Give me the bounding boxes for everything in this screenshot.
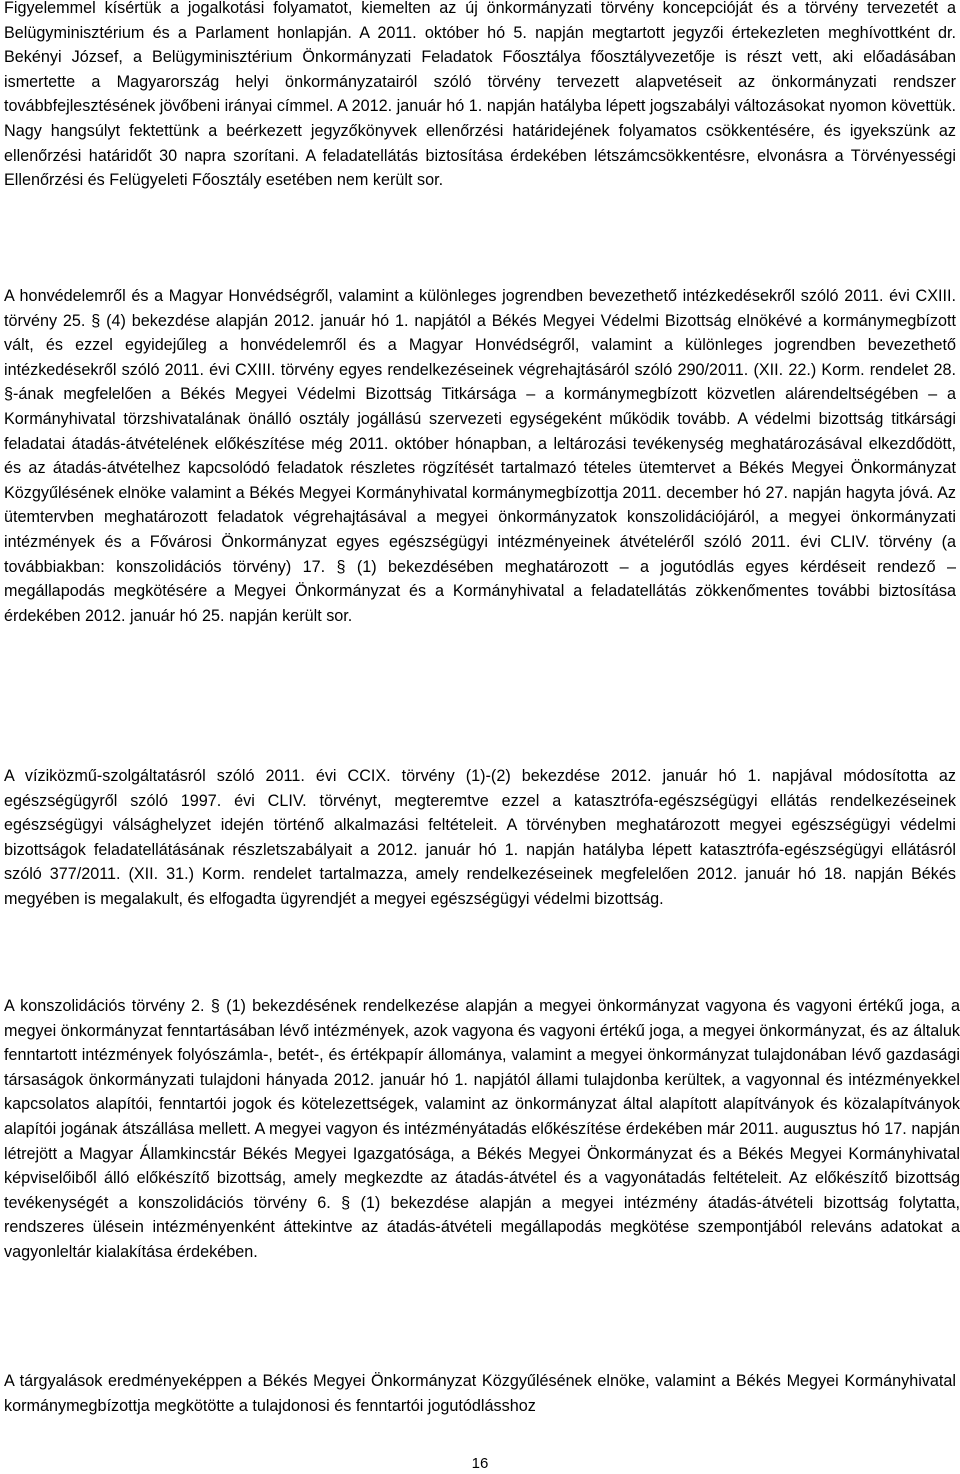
paragraph-health-committee: A víziközmű-szolgáltatásról szóló 2011. évi CCIX. törvény (1)-(2) bekezdése 2012. január hó 1. napjával módosította az egészségügyről szóló 1997. évi CLIV. törvényt, megteremtve ezzel a katasztrófa-egészségügyi ellátás rendelkezéseinek egészségügyi válsághelyzet idején történő alkalmazási feltételeit. A törvényben meghatározott megyei egészségügyi védelmi bizottságok feladatellátásának részletszabályait a 2012. január hó 1. napján hatályba lépett katasztrófa-egészségügyi ellátásról szóló 377/2011. (XII. 31.) Korm. rendelet tartalmazza, amely rendelkezéseinek megfelelően 2012. január hó 18. napján Békés megyében is megalakult, és elfogadta ügyrendjét a megyei egészségügyi védelmi bizottság. (4, 767, 956, 908)
paragraph-consolidation: A konszolidációs törvény 2. § (1) bekezdésének rendelkezése alapján a megyei önkormányzat vagyona és vagyoni értékű joga, a megyei önkormányzat fenntartásában lévő intézmények, azok vagyona és vagyoni értékű joga, a megyei önkormányzat, és az általuk fenntartott intézmények folyószámla-, betét-, és értékpapír állománya, valamint a megyei önkormányzat tulajdonában lévő gazdasági társaságok önkormányzati tulajdoni hányada 2012. január hó 1. napjától állami tulajdonba kerültek, a vagyonnal és intézményekkel kapcsolatos alapítói, fenntartói jogok és kötelezettségek, valamint az önkormányzat által alapított alapítványok és közalapítványok alapítói jogának átszállása mellett. A megyei vagyon és intézményátadás előkészítése érdekében már 2011. augusztus hó 17. napján létrejött a Magyar Államkincstár Békés Megyei Igazgatósága, a Békés Megyei Önkormányzat és a Békés Megyei Kormányhivatal képviselőiből álló előkészítő bizottság, amely megkezdte az átadás-átvétel és a vagyonátadás feltételeit. Az előkészítő bizottság tevékenységét a konszolidációs törvény 6. § (1) bekezdése alapján a megyei intézmény átadás-átvételi bizottság folytatta, rendszeres ülésein intézményenként áttekintve az átadás-átvételi megállapodás megkötése szempontjából releváns adatokat a vagyonleltár kialakítása érdekében. (4, 997, 960, 1261)
paragraph-legal-monitoring: Figyelemmel kísértük a jogalkotási folyamatot, kiemelten az új önkormányzati törvény koncepcióját és a törvény tervezetét a Belügyminisztérium és a Parlament honlapján. A 2011. október hó 5. napján megtartott jegyzői értekezleten meghívottként dr. Bekényi József, a Belügyminisztérium Önkormányzati Feladatok Főosztálya főosztályvezetője is részt vett, aki előadásában ismertette a Magyarország helyi önkormányzatairól szóló törvény tervezett alapvetéseit az önkormányzati rendszer továbbfejlesztésének jövőbeni irányai címmel. A 2012. január hó 1. napján hatályba lépett jogszabályi változásokat nyomon követtük. Nagy hangsúlyt fektettünk a beérkezett jegyzőkönyvek ellenőrzési határidejének folyamatos csökkentésére, és igyekszünk az ellenőrzési határidőt 30 napra szorítani. A feladatellátás biztosítása érdekében létszámcsökkentésre, elvonásra a Törvényességi Ellenőrzési és Felügyeleti Főosztály esetében nem került sor. (4, 0, 956, 190)
page-number: 16 (471, 1455, 489, 1472)
paragraph-defence-committee: A honvédelemről és a Magyar Honvédségről, valamint a különleges jogrendben bevezethető intézkedésekről szóló 2011. évi CXIII. törvény 25. § (4) bekezdése alapján 2012. január hó 1. napjától a Békés Megyei Védelmi Bizottság elnökévé a kormánymegbízott vált, és ezzel egyidejűleg a honvédelemről és a Magyar Honvédségről, valamint a különleges jogrendben bevezethető intézkedésekről szóló 2011. évi CXIII. törvény egyes rendelkezéseinek végrehajtásáról szóló 290/2011. (XII. 22.) Korm. rendelet 28. §-ának megfelelően a Békés Megyei Védelmi Bizottság Titkársága – a kormánymegbízott közvetlen alárendeltségében – a Kormányhivatal törzshivatalának önálló osztály jogállású szervezeti egységeként működik tovább. A védelmi bizottság titkársági feladatai átadás-átvételének előkészítése még 2011. október hónapban, a leltározási tevékenység meghatározásával elkezdődött, és az átadás-átvételhez kapcsolódó feladatok részletes rögzítését tartalmazó tételes ütemtervet a Békés Megyei Önkormányzat Közgyűlésének elnöke valamint a Békés Megyei Kormányhivatal kormánymegbízottja 2011. december hó 27. napján hagyta jóvá. Az ütemtervben meghatározott feladatok végrehajtásával a megyei önkormányzatok konszolidációjáról, a megyei önkormányzati intézmények és a Fővárosi Önkormányzat egyes egészségügyi intézményeinek átvételéről szóló 2011. évi CLIV. törvény (a továbbiakban: konszolidációs törvény) 17. § (1) bekezdésében meghatározott – a jogutódlás egyes kérdéseit rendező – megállapodás megkötésére a Megyei Önkormányzat és a Kormányhivatal a feladatellátás zökkenőmentes további biztosítása érdekében 2012. január hó 25. napján került sor. (4, 287, 956, 625)
paragraph-negotiations: A tárgyalások eredményeképpen a Békés Megyei Önkormányzat Közgyűlésének elnöke, valamint a Békés Megyei Kormányhivatal kormánymegbízottja megkötötte a tulajdonosi és fenntartói jogutódlásshoz (4, 1372, 956, 1415)
